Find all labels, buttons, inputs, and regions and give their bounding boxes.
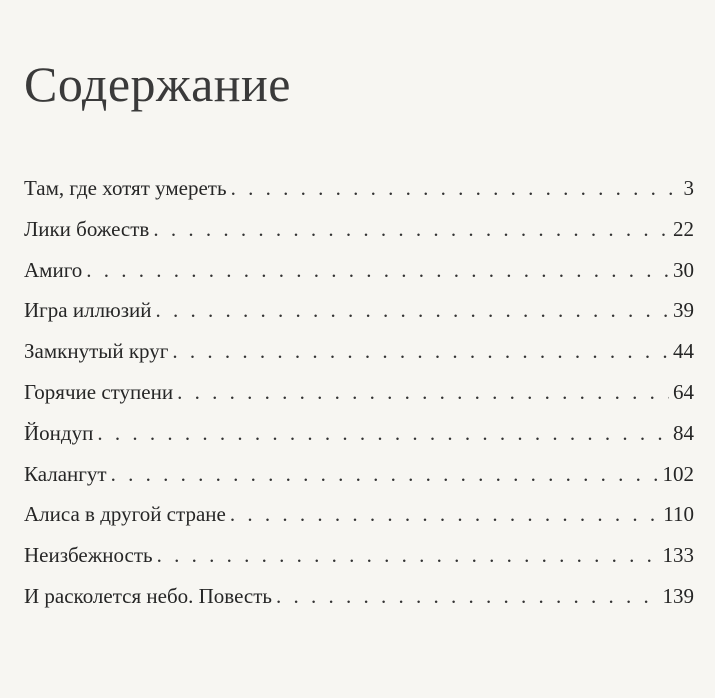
dot-leader (156, 298, 669, 323)
page-title: Содержание (24, 56, 291, 112)
toc-entry-page: 139 (662, 583, 694, 608)
toc-entry (24, 502, 694, 543)
dot-leader (230, 502, 659, 527)
toc-entry-page: 22 (673, 216, 694, 241)
toc-entry-page: 110 (663, 502, 694, 527)
toc-entry-title: Алиса в другой стране (24, 502, 226, 527)
toc-entry (24, 298, 694, 339)
toc-entry-title: Замкнутый круг (24, 339, 169, 364)
toc-entry (24, 258, 694, 299)
toc-entry-page: 102 (662, 461, 694, 486)
dot-leader (172, 339, 669, 364)
toc-entry (24, 217, 694, 258)
toc-entry-page: 44 (673, 339, 694, 364)
toc-entry (24, 176, 694, 217)
toc-entry-page: 84 (673, 420, 694, 445)
toc-entry (24, 339, 694, 380)
dot-leader (97, 421, 669, 446)
toc-entry-title: Лики божеств (24, 216, 150, 241)
toc-entry-title: Калангут (24, 461, 107, 486)
toc-entry-page: 30 (673, 257, 694, 282)
toc-entry-title: Неизбежность (24, 543, 153, 568)
toc-entry-title: Йондуп (24, 420, 94, 445)
table-of-contents (24, 176, 694, 625)
toc-entry (24, 543, 694, 584)
dot-leader (231, 176, 680, 201)
toc-entry-title: Амиго (24, 257, 83, 282)
toc-entry-title: Горячие ступени (24, 379, 174, 404)
dot-leader (177, 380, 669, 405)
toc-entry-page: 3 (683, 176, 694, 200)
dot-leader (276, 584, 658, 609)
toc-entry-title: Там, где хотят умереть (24, 176, 227, 200)
dot-leader (86, 258, 669, 283)
toc-entry (24, 421, 694, 462)
toc-entry (24, 462, 694, 503)
toc-entry-title: И расколется небо. Повесть (24, 583, 273, 608)
dot-leader (157, 543, 659, 568)
toc-entry-page: 133 (662, 543, 694, 568)
dot-leader (111, 462, 659, 487)
toc-entry (24, 584, 694, 625)
toc-entry-title: Игра иллюзий (24, 298, 152, 323)
toc-entry-page: 64 (673, 379, 694, 404)
toc-entry (24, 380, 694, 421)
toc-entry-page: 39 (673, 298, 694, 323)
dot-leader (153, 217, 669, 242)
